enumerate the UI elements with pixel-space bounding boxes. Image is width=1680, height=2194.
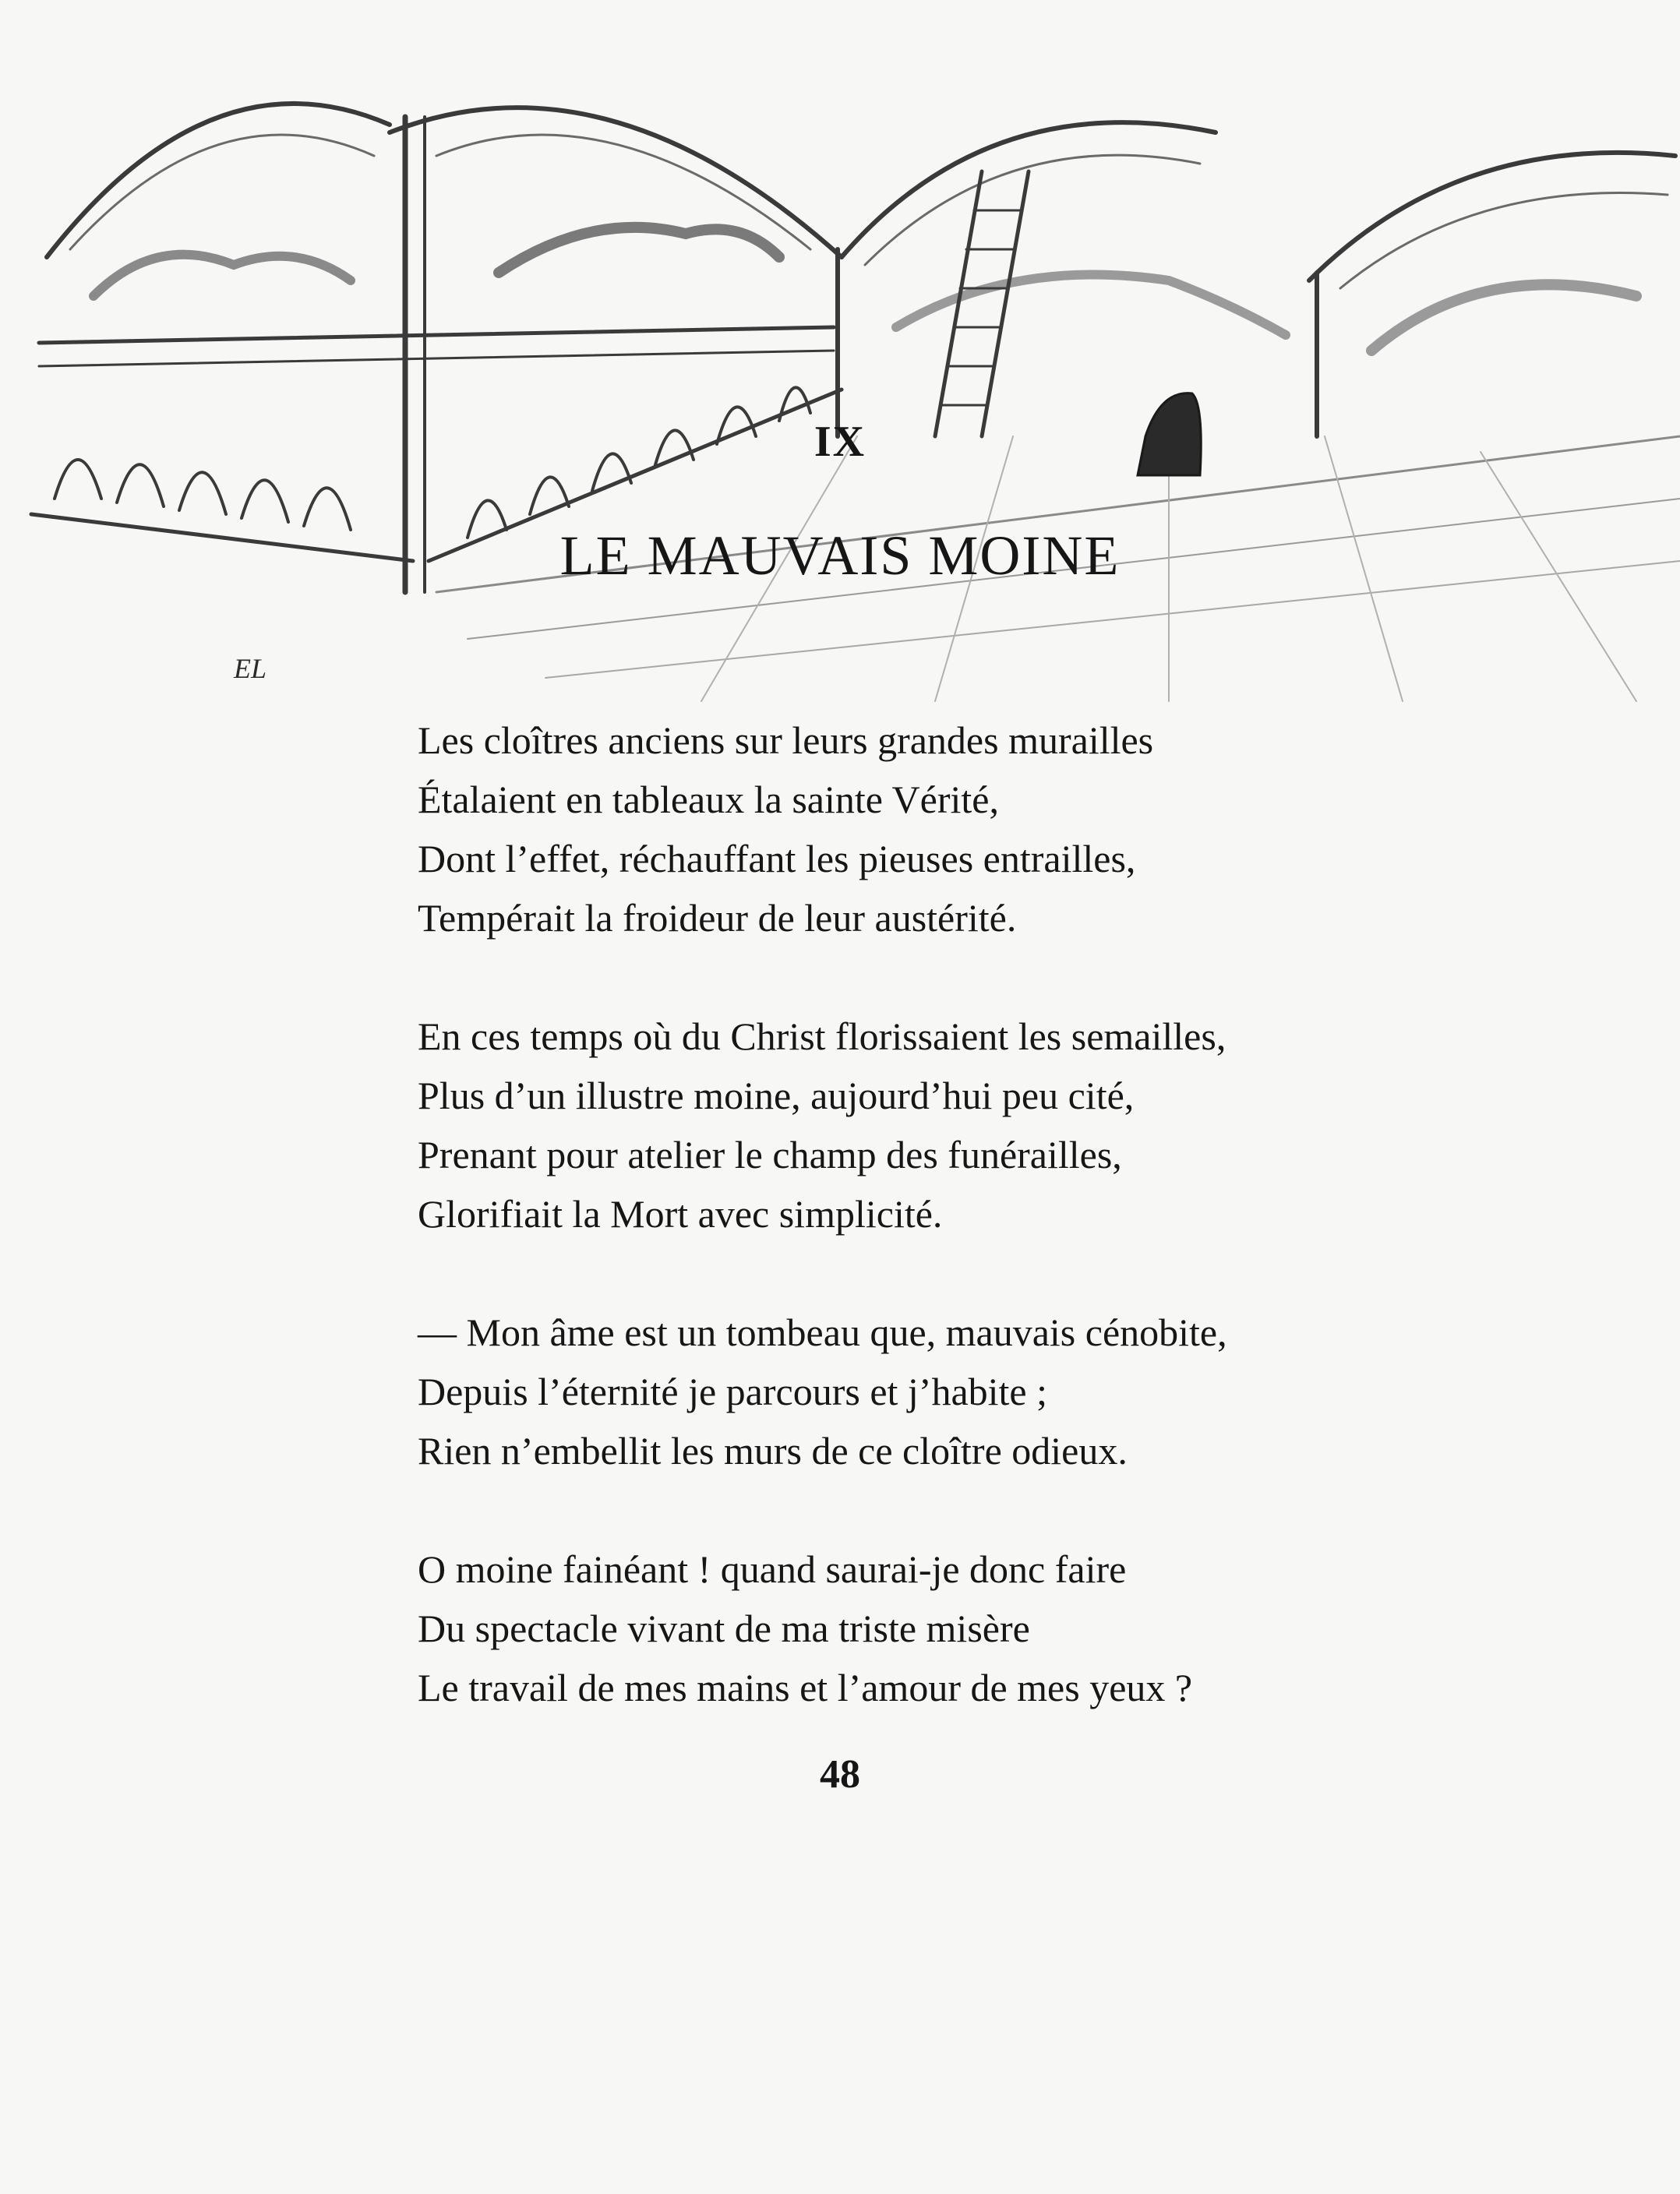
poem-line: Étalaient en tableaux la sainte Vérité, (418, 778, 999, 821)
poem-line: Tempérait la froideur de leur austérité. (418, 896, 1017, 940)
stanza-3 (418, 1303, 1431, 1480)
poem-line: En ces temps où du Christ florissaient les semailles, (418, 1014, 1226, 1058)
cloister-illustration (0, 0, 1680, 748)
poem-line: Glorifiait la Mort avec simplicité. (418, 1192, 943, 1236)
poem-line: Du spectacle vivant de ma triste misère (418, 1607, 1030, 1650)
poem-line: Prenant pour atelier le champ des funérailles, (418, 1133, 1122, 1176)
poem-body (418, 711, 1431, 1776)
poem-title: LE MAUVAIS MOINE (559, 524, 1121, 587)
poem-line: Plus d’un illustre moine, aujourd’hui peu cité, (418, 1074, 1135, 1117)
poem-line: Le travail de mes mains et l’amour de mes yeux ? (418, 1666, 1193, 1709)
stanza-1 (418, 711, 1431, 947)
chapter-numeral: IX (814, 418, 866, 466)
stanza-4 (418, 1540, 1431, 1717)
poem-line: — Mon âme est un tombeau que, mauvais cénobite, (418, 1310, 1227, 1354)
artist-signature: EL (234, 653, 267, 684)
stanza-2 (418, 1007, 1431, 1243)
poem-line: Depuis l’éternité je parcours et j’habite ; (418, 1370, 1048, 1413)
poem-line: Les cloîtres anciens sur leurs grandes murailles (418, 718, 1154, 762)
page-number: 48 (820, 1752, 860, 1797)
poem-line: Rien n’embellit les murs de ce cloître odieux. (418, 1429, 1128, 1473)
poem-line: O moine fainéant ! quand saurai-je donc faire (418, 1547, 1127, 1591)
poem-line: Dont l’effet, réchauffant les pieuses entrailles, (418, 837, 1136, 880)
